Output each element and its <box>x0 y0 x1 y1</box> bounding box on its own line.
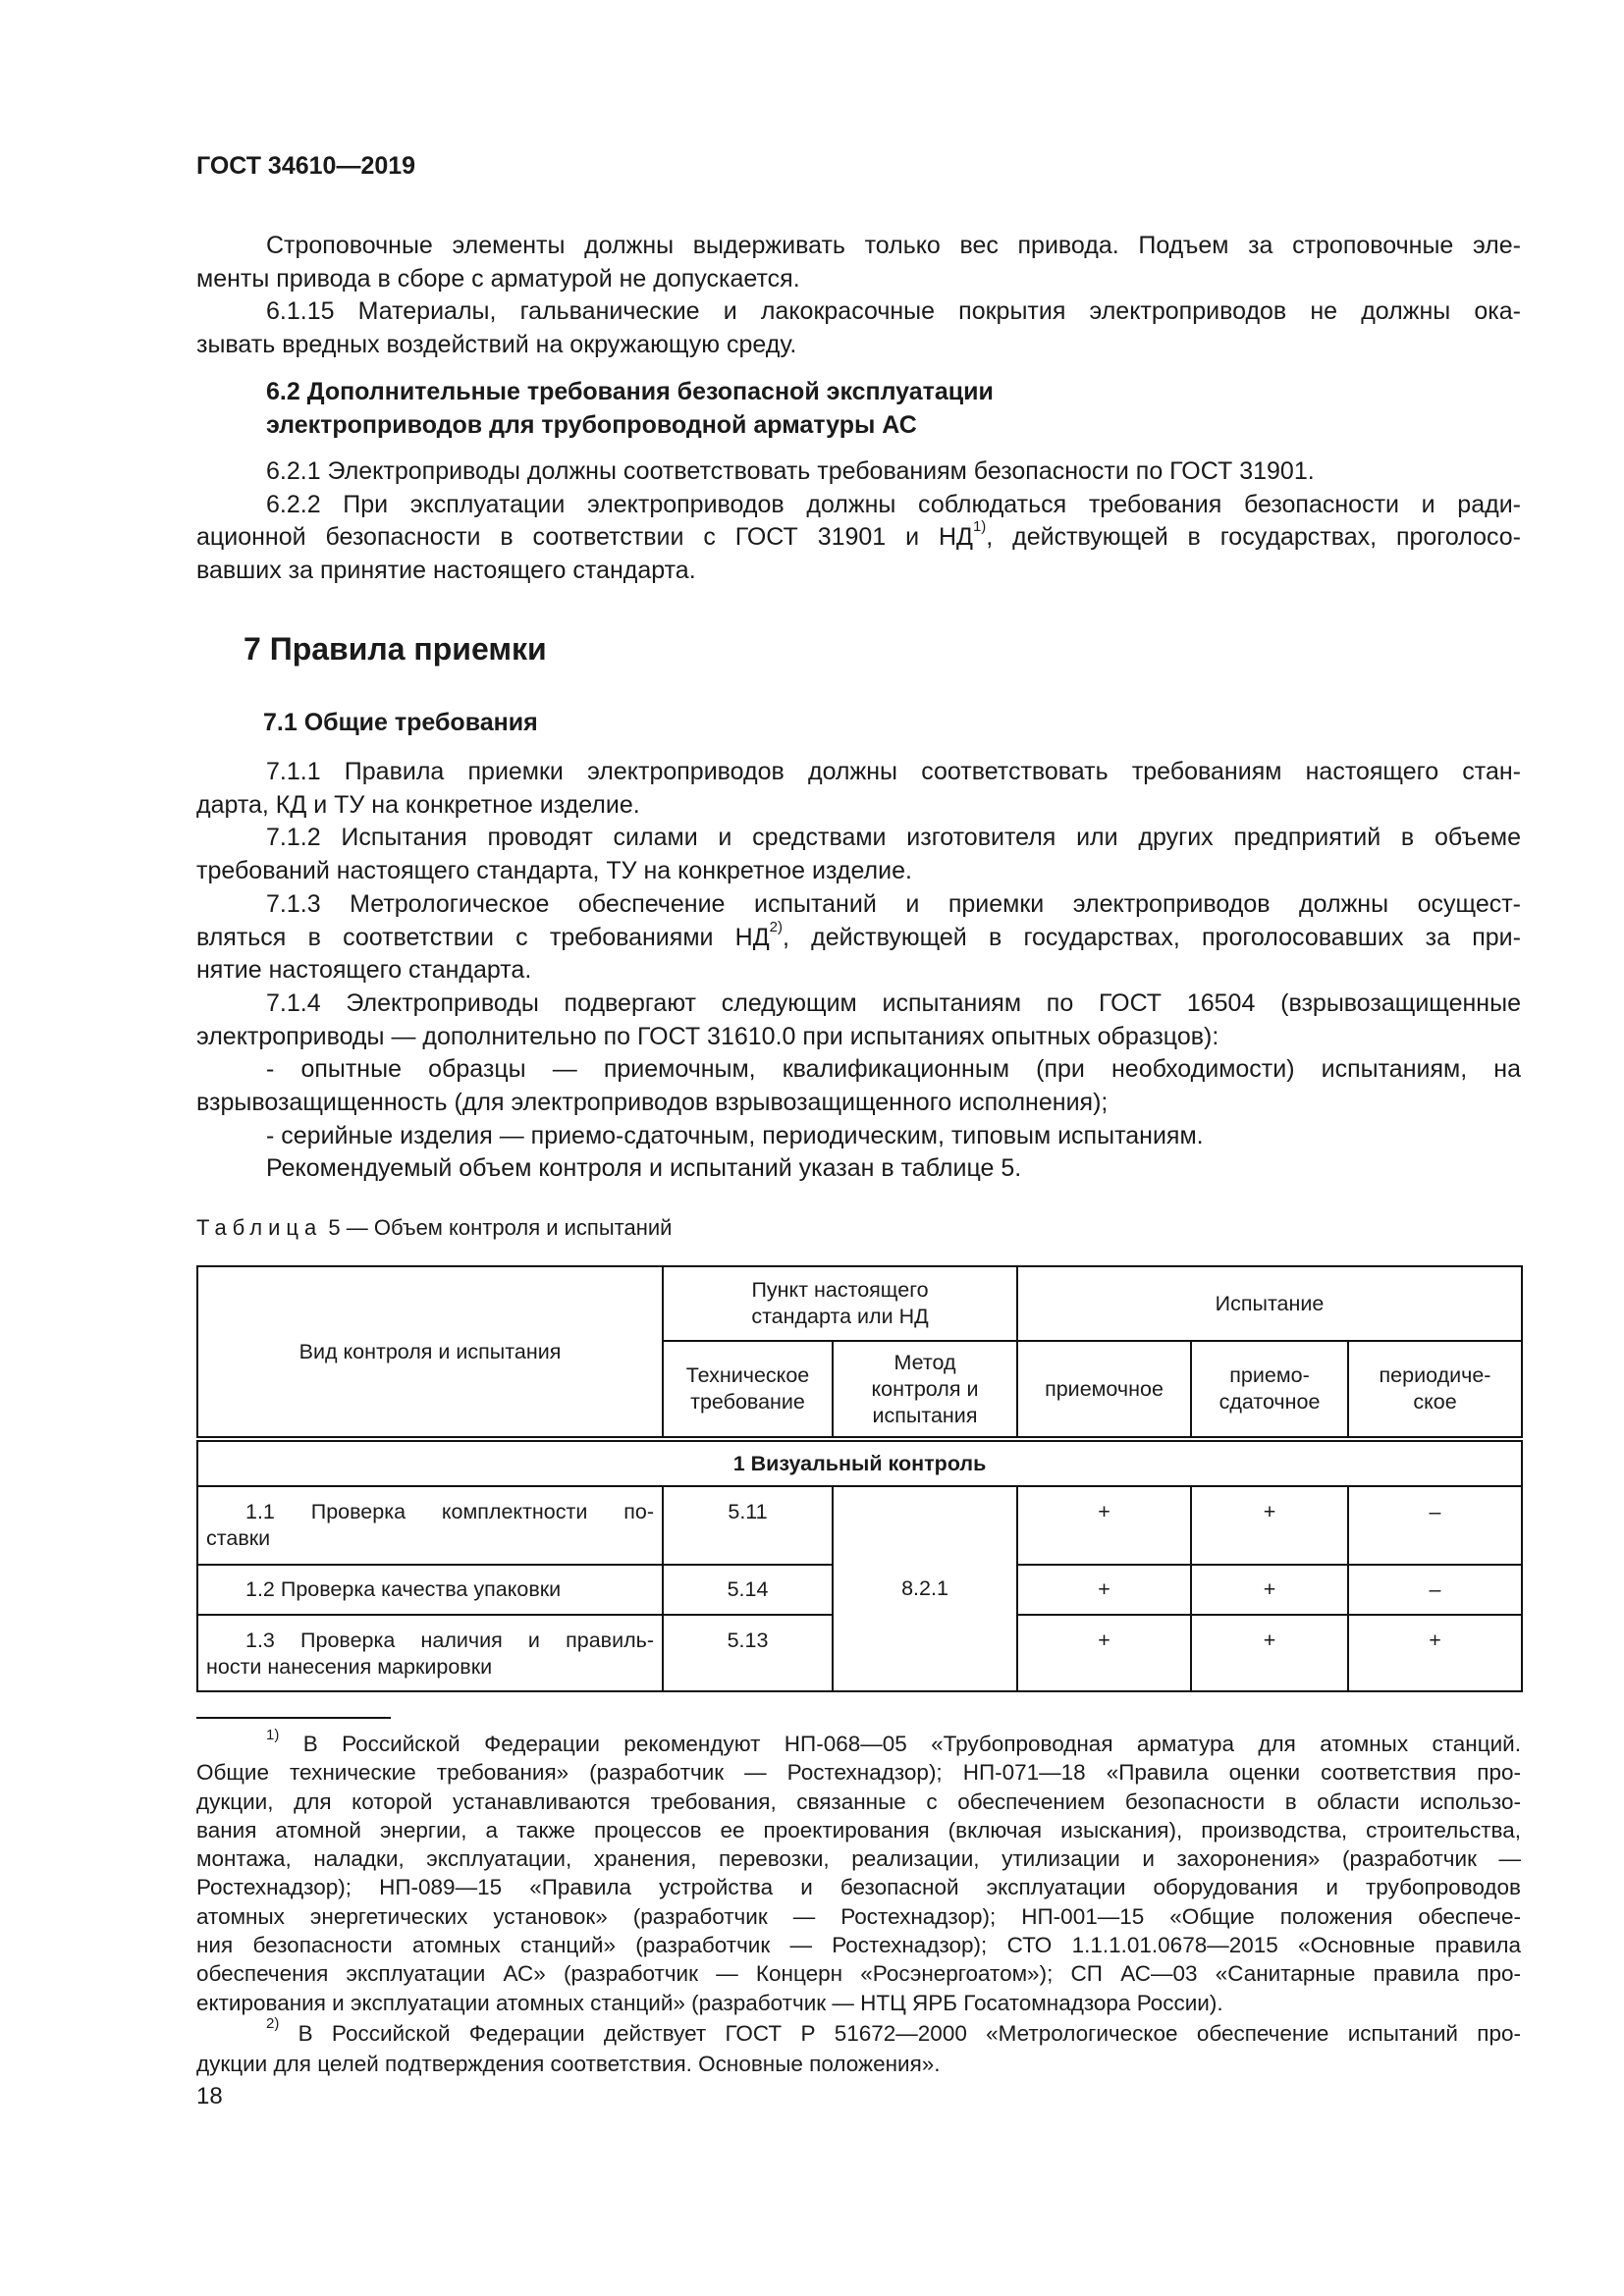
header-delivery: приемо- сдаточное <box>1191 1341 1348 1439</box>
text-line <box>196 1120 1521 1153</box>
text-run: , действующей в государствах, проголосовавших за при- <box>783 923 1521 951</box>
text-line <box>196 1152 1521 1186</box>
paragraphs-7-1 <box>196 756 1521 1186</box>
text-line <box>196 918 1521 955</box>
text-run: вляться в соответствии с требованиями НД <box>196 923 770 951</box>
footnote-ref: 1) <box>266 1727 280 1743</box>
text-line <box>196 1959 1521 1988</box>
text-line <box>196 329 1521 362</box>
text-line <box>196 2049 1521 2079</box>
text-run: Строповочные элементы должны выдерживать только вес привода. Подъем за строповочные эле- <box>266 232 1521 259</box>
text-line <box>196 1727 1521 1758</box>
row-requirement: 5.11 <box>663 1486 833 1565</box>
text-run: менты привода в сборе с арматурой не допускается. <box>196 264 800 293</box>
text-run: требований настоящего стандарта, ТУ на конкретное изделие. <box>196 857 912 885</box>
text-line <box>196 1053 1521 1087</box>
text-run: 7.1.1 Правила приемки электроприводов должны соответствовать требованиям настоящего стан- <box>266 758 1521 785</box>
row-delivery: + <box>1191 1615 1348 1691</box>
text-line <box>196 409 1521 443</box>
row-name-line: 1.1 Проверка комплектности по- <box>245 1500 654 1523</box>
table-caption <box>196 1215 672 1241</box>
text-run: зывать вредных воздействий на окружающую среду. <box>196 331 797 359</box>
text-run: Ростехнадзор); НП-089—15 «Правила устройства и безопасной эксплуатации оборудования и трубопроводов <box>196 1875 1521 1900</box>
text-line <box>196 1788 1521 1816</box>
section-7-title: 7 Правила приемки <box>244 631 547 667</box>
text-line <box>196 555 1521 588</box>
header-method: Метод контроля и испытания <box>833 1341 1017 1439</box>
text-run: В Российской Федерации действует ГОСТ Р 51672—2000 «Метрологическое обеспечение испытаний про- <box>279 2021 1521 2046</box>
text-run: , действующей в государствах, проголосо- <box>986 523 1521 552</box>
text-line <box>196 954 1521 988</box>
row-periodic: – <box>1348 1565 1522 1615</box>
text-line <box>196 789 1521 823</box>
text-line <box>196 263 1521 296</box>
text-line <box>196 756 1521 789</box>
row-acceptance: + <box>1017 1486 1191 1565</box>
text-run: монтажа, наладки, эксплуатации, хранения, перевозки, реализации, утилизации и захоронения» (разработчик — <box>196 1846 1521 1872</box>
footnote-ref: 2) <box>769 918 784 935</box>
row-periodic: + <box>1348 1615 1522 1691</box>
text-run: ния безопасности атомных станций» (разработчик — Ростехнадзор); СТО 1.1.1.01.0678—2015 «Основные правила <box>196 1933 1521 1958</box>
row-delivery: + <box>1191 1486 1348 1565</box>
text-line <box>196 1844 1521 1873</box>
text-line <box>196 888 1521 922</box>
text-run: вавших за принятие настоящего стандарта. <box>196 557 696 585</box>
row-delivery: + <box>1191 1565 1348 1615</box>
text-run: дарта, КД и ТУ на конкретное изделие. <box>196 790 640 819</box>
text-run: 7.1.4 Электроприводы подвергают следующим испытаниям по ГОСТ 16504 (взрывозащищенные <box>266 988 1521 1017</box>
row-name-line: 1.3 Проверка наличия и правиль- <box>245 1629 654 1652</box>
text-run: ационной безопасности в соответствии с ГОСТ 31901 и НД <box>196 523 973 552</box>
text-line <box>196 1902 1521 1931</box>
text-run: 7.1.3 Метрологическое обеспечение испытаний и приемки электроприводов должны осущест- <box>266 889 1521 918</box>
page-number: 18 <box>196 2083 223 2109</box>
text-run: электроприводы — дополнительно по ГОСТ 31610.0 при испытаниях опытных образцов): <box>196 1022 1219 1050</box>
section-row: 1 Визуальный контроль <box>197 1439 1522 1486</box>
text-run: взрывозащищенность (для электроприводов взрывозащищенного исполнения); <box>196 1089 1109 1117</box>
header-periodic: периодиче- ское <box>1348 1341 1522 1439</box>
text-run: нятие настоящего стандарта. <box>196 956 532 985</box>
heading-6-2 <box>196 376 1521 442</box>
document-id: ГОСТ 34610—2019 <box>196 152 416 180</box>
row-name-line: ставки <box>206 1526 271 1550</box>
text-run: 6.2 Дополнительные требования безопасной эксплуатации <box>266 378 994 405</box>
text-line <box>196 489 1521 522</box>
subsection-7-1-title: 7.1 Общие требования <box>263 709 538 736</box>
header-requirement: Техническое требование <box>663 1341 833 1439</box>
text-line <box>196 822 1521 855</box>
row-requirement: 5.14 <box>663 1565 833 1615</box>
text-run: 6.2.2 При эксплуатации электроприводов должны соблюдаться требования безопасности и ради- <box>266 490 1521 518</box>
text-run: Общие технические требования» (разработчик — Ростехнадзор); НП-071—18 «Правила оценки соответствия про- <box>196 1760 1521 1786</box>
table-caption-title: 5 — Объем контроля и испытаний <box>322 1215 673 1240</box>
row-name <box>197 1615 663 1691</box>
text-run: электроприводов для трубопроводной арматуры АС <box>266 410 917 439</box>
text-run: ектирования и эксплуатации атомных станций» (разработчик — НТЦ ЯРБ Госатомнадзора России). <box>196 1990 1223 2015</box>
text-line <box>196 1087 1521 1120</box>
table-row <box>197 1486 1522 1565</box>
row-name <box>197 1486 663 1565</box>
text-line <box>196 988 1521 1021</box>
row-periodic: – <box>1348 1486 1522 1565</box>
table-5 <box>196 1265 1523 1692</box>
text-run: вания атомной энергии, а также процессов ее проектирования (включая изыскания), производства, строительства, <box>196 1817 1521 1842</box>
text-line <box>196 295 1521 329</box>
footnote-ref: 1) <box>972 518 987 536</box>
header-acceptance: приемочное <box>1017 1341 1191 1439</box>
text-run: дукции, для которой устанавливаются требования, связанные с обеспечением безопасности в области использо- <box>196 1789 1521 1814</box>
text-run: 7.1.2 Испытания проводят силами и средствами изготовителя или других предприятий в объеме <box>266 824 1521 852</box>
text-line <box>196 855 1521 888</box>
footnote-2 <box>196 2015 1521 2079</box>
row-acceptance: + <box>1017 1565 1191 1615</box>
text-line <box>196 1873 1521 1901</box>
paragraphs-6-1 <box>196 230 1521 362</box>
text-run: 6.2.1 Электроприводы должны соответствовать требованиям безопасности по ГОСТ 31901. <box>266 457 1315 485</box>
paragraphs-6-2 <box>196 455 1521 588</box>
header-test: Испытание <box>1017 1266 1522 1341</box>
text-line <box>196 1989 1521 2017</box>
row-acceptance: + <box>1017 1615 1191 1691</box>
text-line <box>196 376 1521 409</box>
row-name <box>197 1565 663 1615</box>
row-name-line: ности нанесения маркировки <box>206 1655 493 1679</box>
text-run: обеспечения эксплуатации АС» (разработчик — Концерн «Росэнергоатом»); СП АС—03 «Санитарные правила про- <box>196 1961 1521 1987</box>
header-kind: Вид контроля и испытания <box>197 1266 663 1439</box>
header-clause: Пункт настоящего стандарта или НД <box>663 1266 1017 1341</box>
text-run: дукции для целей подтверждения соответствия. Основные положения». <box>196 2052 941 2076</box>
text-line <box>196 1758 1521 1787</box>
footnote-divider <box>196 1717 391 1719</box>
text-run: Рекомендуемый объем контроля и испытаний указан в таблице 5. <box>266 1154 1022 1183</box>
text-line <box>196 1816 1521 1844</box>
footnote-1 <box>196 1727 1521 2017</box>
text-run: 6.1.15 Материалы, гальванические и лакокрасочные покрытия электроприводов не должны ока- <box>266 297 1521 326</box>
text-run: атомных энергетических установок» (разработчик — Ростехнадзор); НП-001—15 «Общие положения обеспече- <box>196 1903 1521 1929</box>
text-line <box>196 1931 1521 1959</box>
row-requirement: 5.13 <box>663 1615 833 1691</box>
text-run: - опытные образцы — приемочным, квалификационным (при необходимости) испытаниям, на <box>266 1055 1521 1084</box>
footnote-ref: 2) <box>266 2015 280 2032</box>
table-caption-label: Таблица <box>196 1215 323 1240</box>
row-name-line: 1.2 Проверка качества упаковки <box>245 1577 562 1601</box>
text-line <box>196 1021 1521 1054</box>
text-line <box>196 230 1521 263</box>
text-run: В Российской Федерации рекомендуют НП-068—05 «Трубопроводная арматура для атомных станций. <box>279 1732 1521 1756</box>
text-line <box>196 2015 1521 2049</box>
row-method: 8.2.1 <box>833 1486 1017 1691</box>
text-run: - серийные изделия — приемо-сдаточным, периодическим, типовым испытаниям. <box>266 1121 1204 1149</box>
text-line <box>196 455 1521 489</box>
text-line <box>196 518 1521 555</box>
